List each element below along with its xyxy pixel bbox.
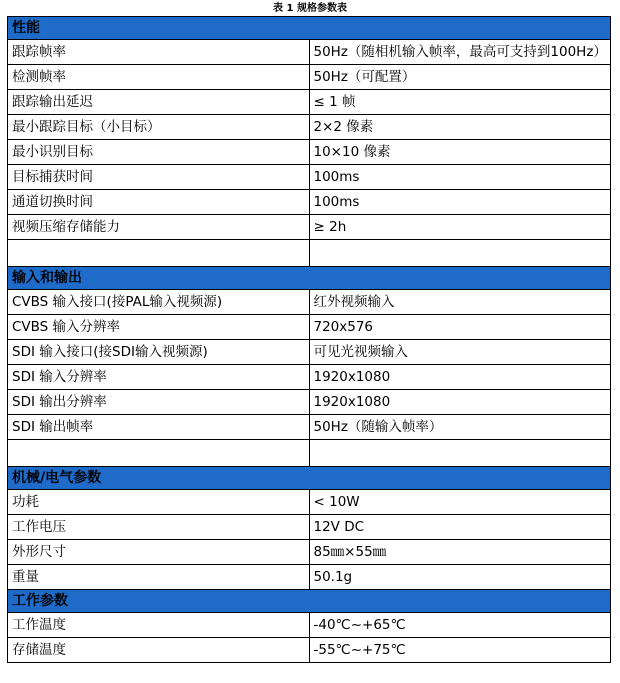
empty-cell [8, 440, 310, 467]
section-title: 工作参数 [8, 590, 611, 613]
table-row [8, 540, 611, 565]
param-name: SDI 输出分辨率 [8, 390, 310, 415]
section-title: 性能 [8, 17, 611, 40]
table-row [8, 315, 611, 340]
param-name: 存储温度 [8, 638, 310, 663]
param-value: -55℃~+75℃ [309, 638, 611, 663]
table-row [8, 490, 611, 515]
param-value: ≥ 2h [309, 215, 611, 240]
param-value: 50Hz（随输入帧率） [309, 415, 611, 440]
param-value: 100ms [309, 190, 611, 215]
table-row [8, 515, 611, 540]
param-name: 跟踪帧率 [8, 40, 310, 65]
section-header-operating [8, 590, 611, 613]
blank-row [8, 240, 611, 267]
param-name: 工作温度 [8, 613, 310, 638]
param-value: -40℃~+65℃ [309, 613, 611, 638]
empty-cell [309, 240, 611, 267]
param-value: 50Hz（可配置） [309, 65, 611, 90]
param-value: 85㎜×55㎜ [309, 540, 611, 565]
param-value: 1920x1080 [309, 390, 611, 415]
table-row [8, 165, 611, 190]
table-row [8, 40, 611, 65]
section-header-performance [8, 17, 611, 40]
param-value: ≤ 1 帧 [309, 90, 611, 115]
param-name: 跟踪输出延迟 [8, 90, 310, 115]
table-row [8, 390, 611, 415]
empty-cell [8, 240, 310, 267]
param-value: 2×2 像素 [309, 115, 611, 140]
param-value: 可见光视频输入 [309, 340, 611, 365]
table-row [8, 115, 611, 140]
param-value: 12V DC [309, 515, 611, 540]
param-value: 100ms [309, 165, 611, 190]
param-value: 红外视频输入 [309, 290, 611, 315]
param-name: CVBS 输入接口(接PAL输入视频源) [8, 290, 310, 315]
param-name: SDI 输入分辨率 [8, 365, 310, 390]
table-row [8, 90, 611, 115]
param-value: < 10W [309, 490, 611, 515]
param-name: CVBS 输入分辨率 [8, 315, 310, 340]
param-name: 最小跟踪目标（小目标） [8, 115, 310, 140]
param-name: 工作电压 [8, 515, 310, 540]
table-row [8, 190, 611, 215]
table-row [8, 140, 611, 165]
blank-row [8, 440, 611, 467]
param-value: 1920x1080 [309, 365, 611, 390]
table-row [8, 340, 611, 365]
param-name: SDI 输入接口(接SDI输入视频源) [8, 340, 310, 365]
param-name: 视频压缩存储能力 [8, 215, 310, 240]
param-name: 目标捕获时间 [8, 165, 310, 190]
table-caption: 表 1 规格参数表 [273, 3, 347, 14]
param-value: 720x576 [309, 315, 611, 340]
table-row [8, 638, 611, 663]
param-name: 外形尺寸 [8, 540, 310, 565]
param-value: 50Hz（随相机输入帧率，最高可支持到100Hz） [309, 40, 611, 65]
param-value: 50.1g [309, 565, 611, 590]
section-header-mechanical [8, 467, 611, 490]
param-name: SDI 输出帧率 [8, 415, 310, 440]
param-name: 通道切换时间 [8, 190, 310, 215]
table-row [8, 415, 611, 440]
section-title: 机械/电气参数 [8, 467, 611, 490]
table-row [8, 290, 611, 315]
table-row [8, 365, 611, 390]
table-row [8, 65, 611, 90]
section-title: 输入和输出 [8, 267, 611, 290]
table-row [8, 613, 611, 638]
table-row [8, 215, 611, 240]
table-row [8, 565, 611, 590]
param-name: 重量 [8, 565, 310, 590]
spec-table [7, 16, 611, 663]
param-name: 最小识别目标 [8, 140, 310, 165]
param-name: 检测帧率 [8, 65, 310, 90]
param-name: 功耗 [8, 490, 310, 515]
param-value: 10×10 像素 [309, 140, 611, 165]
empty-cell [309, 440, 611, 467]
section-header-io [8, 267, 611, 290]
